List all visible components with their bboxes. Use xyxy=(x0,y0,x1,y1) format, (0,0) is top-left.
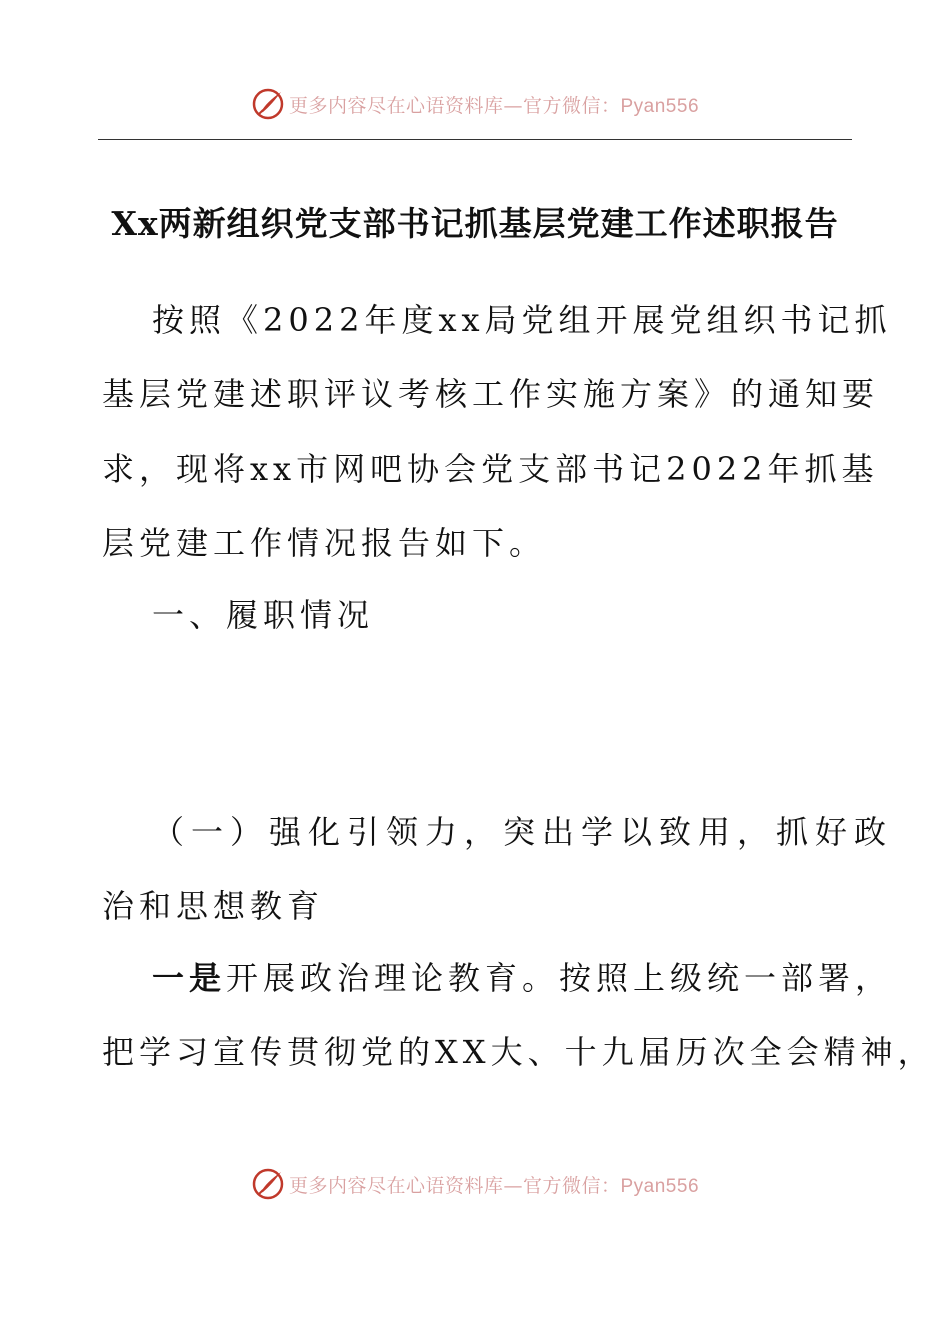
paragraph-line: 按照《2022年度xx局党组开展党组织书记抓 xyxy=(152,301,892,339)
header-divider xyxy=(98,139,852,140)
paragraph-line: 层党建工作情况报告如下。 xyxy=(102,524,547,562)
banner-text: 更多内容尽在心语资料库—官方微信：Pyan556 xyxy=(288,1174,700,1197)
subsection-heading: （一）强化引领力，突出学以致用，抓好政 xyxy=(152,813,894,851)
banner-text: 更多内容尽在心语资料库—官方微信：Pyan556 xyxy=(288,94,700,117)
paragraph-line: 基层党建述职评议考核工作实施方案》的通知要 xyxy=(102,375,880,413)
point-one-text: 开展政治理论教育。按照上级统一部署， xyxy=(226,959,893,997)
point-one-lead: 一是 xyxy=(152,959,227,997)
quill-pen-logo-icon xyxy=(251,87,285,121)
point-one-line xyxy=(152,958,893,998)
quill-pen-logo-icon xyxy=(251,1167,285,1201)
footer-banner xyxy=(0,1164,950,1204)
paragraph-line: 求，现将xx市网吧协会党支部书记2022年抓基 xyxy=(102,450,879,488)
section-heading: 一、履职情况 xyxy=(152,596,375,634)
header-banner xyxy=(0,84,950,124)
document-title: Xx两新组织党支部书记抓基层党建工作述职报告 xyxy=(111,204,839,243)
subsection-heading-cont: 治和思想教育 xyxy=(102,887,325,925)
paragraph-line: 把学习宣传贯彻党的XX大、十九届历次全会精神， xyxy=(102,1033,935,1071)
